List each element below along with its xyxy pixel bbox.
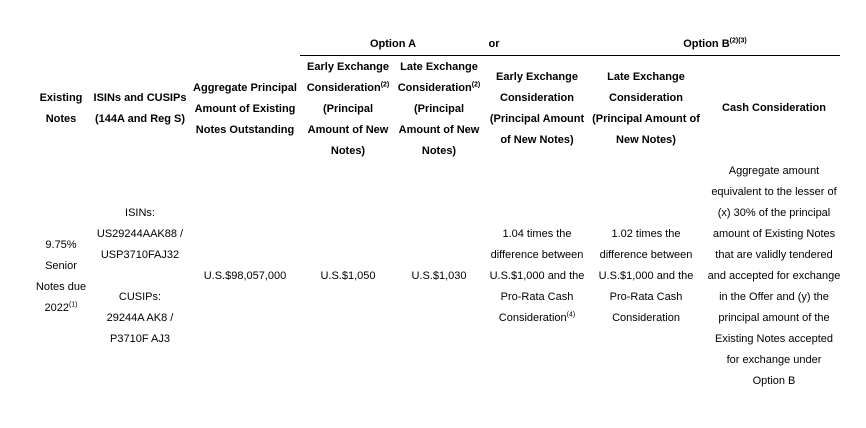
col-existing-notes-l2: Notes: [45, 113, 77, 125]
col-a-late-l4: Amount of New: [398, 124, 480, 136]
col-a-late-l3: (Principal: [413, 103, 465, 115]
option-b-label: Option B: [683, 38, 730, 50]
or-text: or: [488, 38, 500, 50]
col-a-late-exchange: [394, 57, 484, 162]
col-b-late-l1: Late Exchange: [607, 71, 685, 83]
row-isins-cusips: [90, 203, 190, 350]
option-a-rule: [300, 55, 486, 56]
row-b-late-l2: difference between: [599, 249, 693, 261]
option-b-sup: (2)(3): [729, 37, 747, 45]
row-cash-l11: Option B: [752, 375, 796, 387]
row-cusips-label: CUSIPs:: [118, 291, 162, 303]
row-b-early-sup: (4): [566, 311, 576, 319]
row-existing-notes: [33, 235, 89, 319]
row-b-early-l3: U.S.$1,000 and the: [489, 270, 585, 282]
row-cash-l6: and accepted for exchange: [707, 270, 841, 282]
row-b-late-l4: Pro-Rata Cash: [609, 291, 683, 303]
col-isins-l1: ISINs and CUSIPs: [93, 92, 187, 104]
row-notes-sup: (1): [68, 301, 78, 309]
row-notes-l1: 9.75%: [45, 239, 77, 251]
col-a-late-sup: (2): [471, 81, 481, 89]
col-b-early-exchange: [486, 67, 588, 151]
row-a-late-value: U.S.$1,030: [411, 270, 467, 282]
row-isins-label: ISINs:: [125, 207, 155, 219]
row-notes-l2: Senior: [45, 260, 77, 272]
col-agg-l3: Notes Outstanding: [195, 124, 295, 136]
col-b-late-l4: New Notes): [616, 134, 676, 146]
col-b-late-l2: Consideration: [609, 92, 683, 104]
option-b-rule: [486, 55, 840, 56]
row-cash-l4: amount of Existing Notes: [712, 228, 836, 240]
col-b-early-l3: (Principal Amount: [489, 113, 585, 125]
col-a-early-l5: Notes): [330, 145, 366, 157]
row-cash-l2: equivalent to the lesser of: [711, 186, 837, 198]
row-a-early: [300, 266, 396, 287]
row-cusip-2: P3710F AJ3: [110, 333, 170, 345]
col-agg-l2: Amount of Existing: [194, 103, 296, 115]
col-a-early-sup: (2): [380, 81, 390, 89]
col-a-early-exchange: [300, 57, 396, 162]
row-cash-l1: Aggregate amount: [728, 165, 820, 177]
row-isin-1: US29244AAK88 /: [96, 228, 184, 240]
col-cash-consideration: [704, 98, 844, 119]
option-a-header: [300, 34, 486, 55]
row-cash-l3: (x) 30% of the principal: [717, 207, 831, 219]
row-b-late-l3: U.S.$1,000 and the: [598, 270, 694, 282]
row-b-late-l5: Consideration: [612, 312, 680, 324]
row-cash-l8: principal amount of the: [718, 312, 830, 324]
option-b-header: [640, 34, 790, 55]
col-agg-l1: Aggregate Principal: [193, 82, 297, 94]
row-cash-l5: that are validly tendered: [715, 249, 833, 261]
row-b-early: [486, 224, 588, 329]
col-b-early-l1: Early Exchange: [496, 71, 578, 83]
row-b-early-l4: Pro-Rata Cash: [500, 291, 574, 303]
row-b-late: [590, 224, 702, 329]
col-a-early-l3: (Principal: [322, 103, 374, 115]
row-b-early-l2: difference between: [490, 249, 584, 261]
col-b-late-l3: (Principal Amount of: [592, 113, 700, 125]
row-cash: [704, 161, 844, 392]
col-b-late-exchange: [590, 67, 702, 151]
col-a-early-l4: Amount of New: [307, 124, 389, 136]
col-cash-l1: Cash Consideration: [722, 102, 826, 114]
or-label: [484, 34, 504, 55]
row-a-early-value: U.S.$1,050: [320, 270, 376, 282]
col-isins-l2: (144A and Reg S): [94, 113, 186, 125]
row-cash-l7: in the Offer and (y) the: [719, 291, 829, 303]
col-isins-cusips: [90, 88, 190, 130]
col-aggregate-principal: [189, 78, 301, 141]
col-a-late-l1: Late Exchange: [400, 61, 478, 73]
row-a-late: [394, 266, 484, 287]
row-notes-l3: Notes due: [35, 281, 87, 293]
row-cash-l9: Existing Notes accepted: [714, 333, 833, 345]
row-cusip-1: 29244A AK8 /: [106, 312, 174, 324]
row-b-early-l5: Consideration: [498, 312, 567, 324]
col-existing-notes: [33, 88, 89, 130]
row-aggregate-principal: [189, 266, 301, 287]
row-b-early-l1: 1.04 times the: [502, 228, 572, 240]
option-a-label: Option A: [369, 38, 417, 50]
col-a-early-l1: Early Exchange: [307, 61, 389, 73]
row-b-late-l1: 1.02 times the: [611, 228, 681, 240]
col-existing-notes-l1: Existing: [39, 92, 83, 104]
col-b-early-l2: Consideration: [500, 92, 574, 104]
col-a-late-l2: Consideration: [397, 82, 472, 94]
row-agg-value: U.S.$98,057,000: [203, 270, 287, 282]
col-a-late-l5: Notes): [421, 145, 457, 157]
row-cash-l10: for exchange under: [726, 354, 822, 366]
col-a-early-l2: Consideration: [306, 82, 381, 94]
row-notes-l4: 2022: [44, 302, 69, 314]
col-b-early-l4: of New Notes): [500, 134, 574, 146]
row-isin-2: USP3710FAJ32: [100, 249, 180, 261]
